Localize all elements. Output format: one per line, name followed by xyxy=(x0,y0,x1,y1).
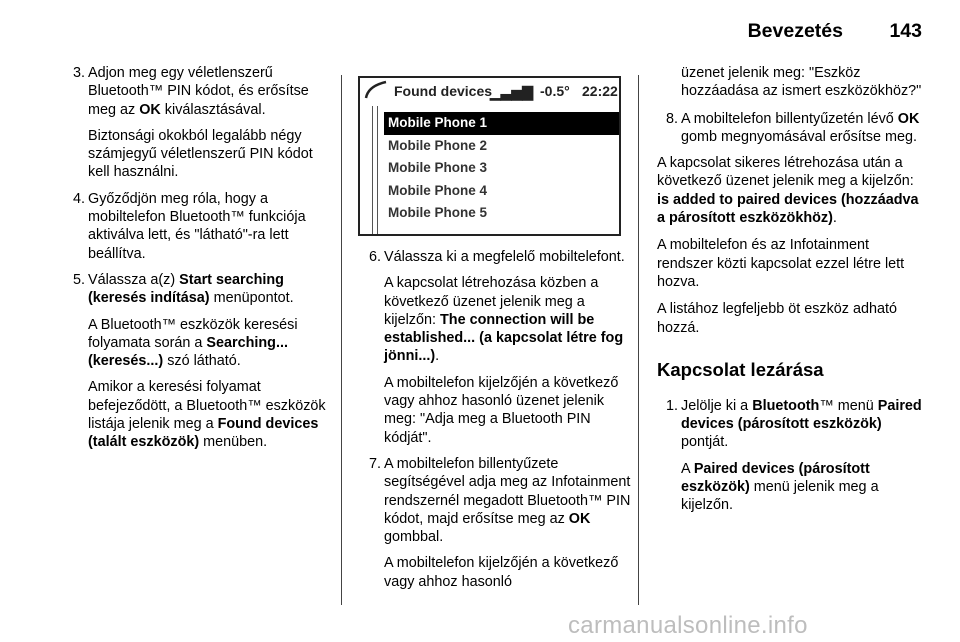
list-item-4 xyxy=(64,190,332,263)
paragraph: A mobiltelefon kijelzőjén a következő vagy ahhoz hasonló xyxy=(384,555,619,590)
column-divider xyxy=(341,75,342,605)
paragraph: A kapcsolat létrehozása közben a következő üzenet jelenik meg a kijelzőn: The connection will be established... (a kapcsolat létre fog jönni...). xyxy=(384,275,624,365)
list-item-3 xyxy=(64,64,332,182)
device-list-item[interactable]: Mobile Phone 2 xyxy=(388,137,488,153)
watermark: carmanualsonline.info xyxy=(568,612,808,639)
list-number: 7. xyxy=(368,455,381,472)
list-number: 6. xyxy=(368,249,381,265)
signal-strength-icon: ▁▃▅▇ xyxy=(490,84,534,100)
list-item-7 xyxy=(360,455,632,591)
page-number: 143 xyxy=(889,20,922,42)
screen-title: Found devices xyxy=(394,83,493,99)
column-divider xyxy=(638,75,639,605)
paragraph: Amikor a keresési folyamat befejeződött, a Bluetooth™ eszközök listája jelenik meg a Found devices (talált eszközök) menüben. xyxy=(88,379,326,451)
display-screenshot xyxy=(358,76,621,236)
column-right xyxy=(657,64,927,523)
section-heading: Kapcsolat lezárása xyxy=(657,358,824,380)
screen-temperature: -0.5° xyxy=(540,83,570,99)
list-number: 8. xyxy=(665,110,678,127)
paragraph: A listához legfeljebb öt eszköz adható hozzá. xyxy=(657,301,898,336)
device-list xyxy=(384,112,620,225)
scroll-bar xyxy=(372,106,378,234)
paragraph: Válassza ki a megfelelő mobiltelefont. xyxy=(384,249,625,265)
paragraph: A mobiltelefon és az Infotainment rendszer közti kapcsolat ezzel létre lett hozva. xyxy=(657,237,905,290)
screen-time: 22:22 xyxy=(582,83,618,99)
paragraph: A Bluetooth™ eszközök keresési folyamata során a Searching... (keresés...) szó látható. xyxy=(88,316,298,370)
paragraph: Biztonsági okokból legalább négy számjegyű véletlenszerű PIN kódot kell használni. xyxy=(88,127,313,181)
device-list-item[interactable]: Mobile Phone 1 xyxy=(384,112,620,135)
list-item-1 xyxy=(657,397,927,515)
column-left xyxy=(64,64,332,460)
list-item-6 xyxy=(360,248,632,447)
device-list-item[interactable]: Mobile Phone 5 xyxy=(388,205,488,220)
phone-handset-icon xyxy=(364,80,390,100)
list-number: 4. xyxy=(72,190,85,207)
paragraph: A mobiltelefon kijelzőjén a következő vagy ahhoz hasonló üzenet jelenik meg: "Adja meg a Bluetooth PIN kódját". xyxy=(384,374,619,446)
list-number: 5. xyxy=(72,271,85,288)
device-list-item[interactable]: Mobile Phone 3 xyxy=(388,160,488,175)
page-title: Bevezetés xyxy=(747,20,843,42)
paragraph: üzenet jelenik meg: "Eszköz hozzáadása az ismert eszközökhöz?" xyxy=(681,65,922,100)
paragraph: A kapcsolat sikeres létrehozása után a következő üzenet jelenik meg a kijelzőn: is added to paired devices (hozzáadva a párosított eszközökhöz). xyxy=(657,155,919,227)
paragraph: Adjon meg egy véletlenszerű Bluetooth™ PIN kódot, és erősítse meg az OK kiválasztásával. xyxy=(88,65,309,118)
paragraph: A mobiltelefon billentyűzetén lévő OK gomb megnyomásával erősítse meg. xyxy=(681,110,920,145)
screen-header xyxy=(360,78,619,104)
list-number: 1. xyxy=(665,397,678,414)
paragraph: A Paired devices (párosított eszközök) menü jelenik meg a kijelzőn. xyxy=(681,460,879,514)
column-middle xyxy=(360,248,632,599)
paragraph: Győződjön meg róla, hogy a mobiltelefon Bluetooth™ funkciója aktiválva lett, és "látható"-ra lett beállítva. xyxy=(88,190,306,262)
paragraph: A mobiltelefon billentyűzete segítségével adja meg az Infotainment rendszernél megadott Bluetooth™ PIN kódot, majd erősítse meg az OK gombbal. xyxy=(384,455,631,546)
paragraph: Jelölje ki a Bluetooth™ menü Paired devices (párosított eszközök) pontját. xyxy=(681,397,922,451)
device-list-item[interactable]: Mobile Phone 4 xyxy=(388,182,488,198)
list-number: 3. xyxy=(72,65,85,81)
paragraph: Válassza a(z) Start searching (keresés indítása) menüpontot. xyxy=(88,271,294,307)
list-item-8 xyxy=(657,110,927,147)
list-item-5 xyxy=(64,271,332,452)
